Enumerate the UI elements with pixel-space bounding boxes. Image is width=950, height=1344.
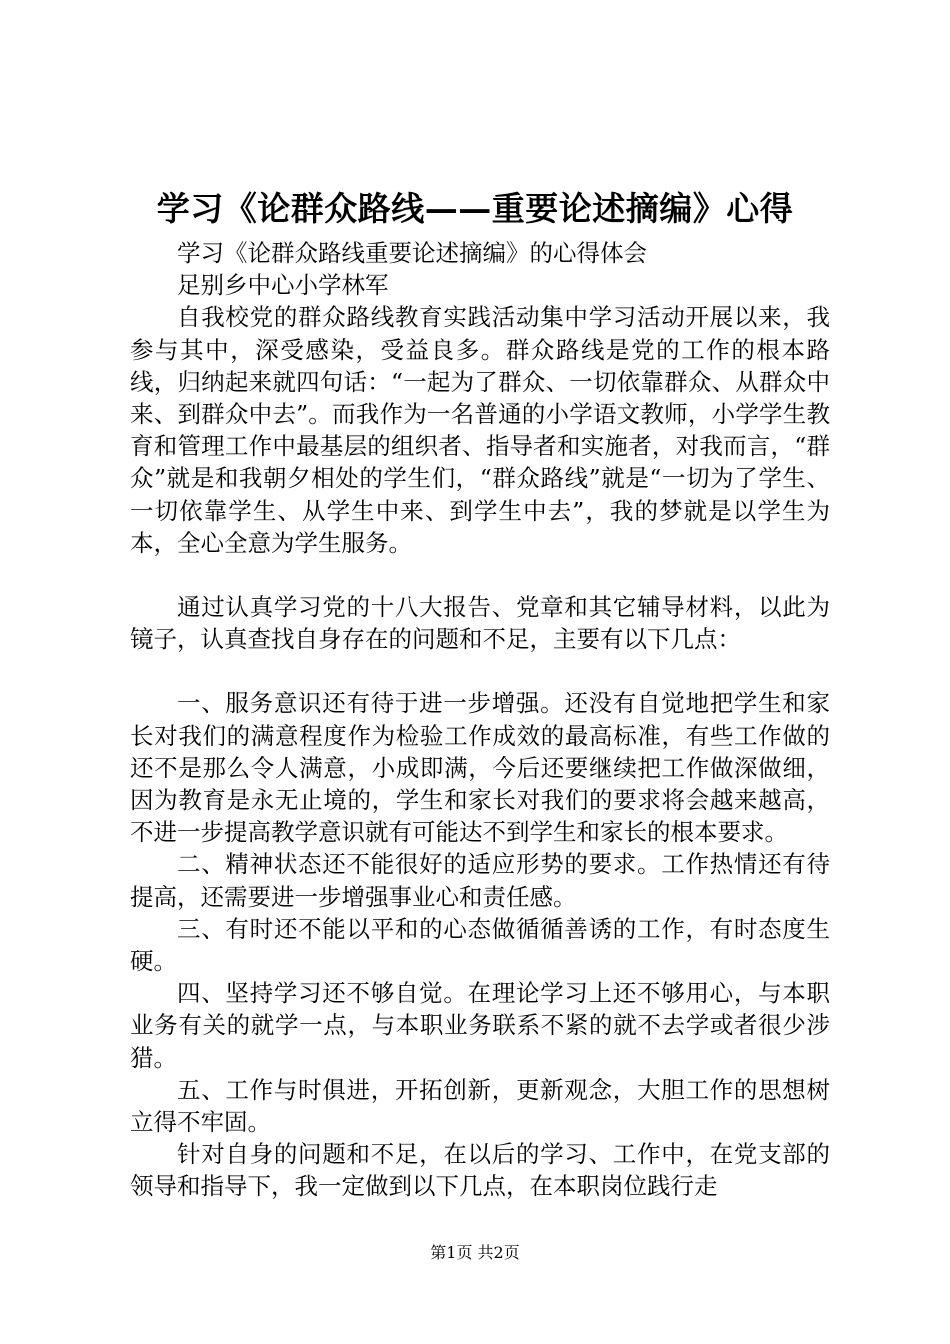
author-line: 足别乡中心小学林军: [177, 271, 389, 300]
page-number: 第1页 共2页: [430, 1243, 520, 1262]
subtitle: 学习《论群众路线重要论述摘编》的心得体会: [177, 239, 647, 267]
paragraph: 五、工作与时俱进，开拓创新，更新观念，大胆工作的思想树立得不牢固。: [130, 1075, 830, 1137]
document-body: [130, 237, 830, 1203]
paragraph: 自我校党的群众路线教育实践活动集中学习活动开展以来，我参与其中，深受感染，受益良多。群众路线是党的工作的根本路线，归纳起来就四句话：“一起为了群众、一切依靠群众、从群众中来、到群众中去”。而我作为一名普通的小学语文教师，小学学生教育和管理工作中最基层的组织者、指导者和实施者，对我而言，“群众”就是和我朝夕相处的学生们，“群众路线”就是“一切为了学生、一切依靠学生、从学生中来、到学生中去”，我的梦就是以学生为本，全心全意为学生服务。: [130, 303, 830, 557]
paragraph: 一、服务意识还有待于进一步增强。还没有自觉地把学生和家长对我们的满意程度作为检验工作成效的最高标准，有些工作做的还不是那么令人满意，小成即满，今后还要继续把工作做深做细，因为教育是永无止境的，学生和家长对我们的要求将会越来越高，不进一步提高教学意识就有可能达不到学生和家长的根本要求。: [130, 689, 830, 847]
paragraph: 针对自身的问题和不足，在以后的学习、工作中，在党支部的领导和指导下，我一定做到以下几点，在本职岗位践行走: [130, 1140, 830, 1201]
paragraph: 二、精神状态还不能很好的适应形势的要求。工作热情还有待提高，还需要进一步增强事业心和责任感。: [130, 850, 830, 911]
paragraph: 三、有时还不能以平和的心态做循循善诱的工作，有时态度生硬。: [130, 914, 830, 976]
paragraph: 四、坚持学习还不够自觉。在理论学习上还不够用心，与本职业务有关的就学一点，与本职业务联系不紧的就不去学或者很少涉猎。: [130, 979, 830, 1072]
document-title: 学习《论群众路线——重要论述摘编》心得: [156, 189, 794, 228]
paragraph: 通过认真学习党的十八大报告、党章和其它辅导材料，以此为镜子，认真查找自身存在的问题和不足，主要有以下几点：: [130, 593, 830, 654]
